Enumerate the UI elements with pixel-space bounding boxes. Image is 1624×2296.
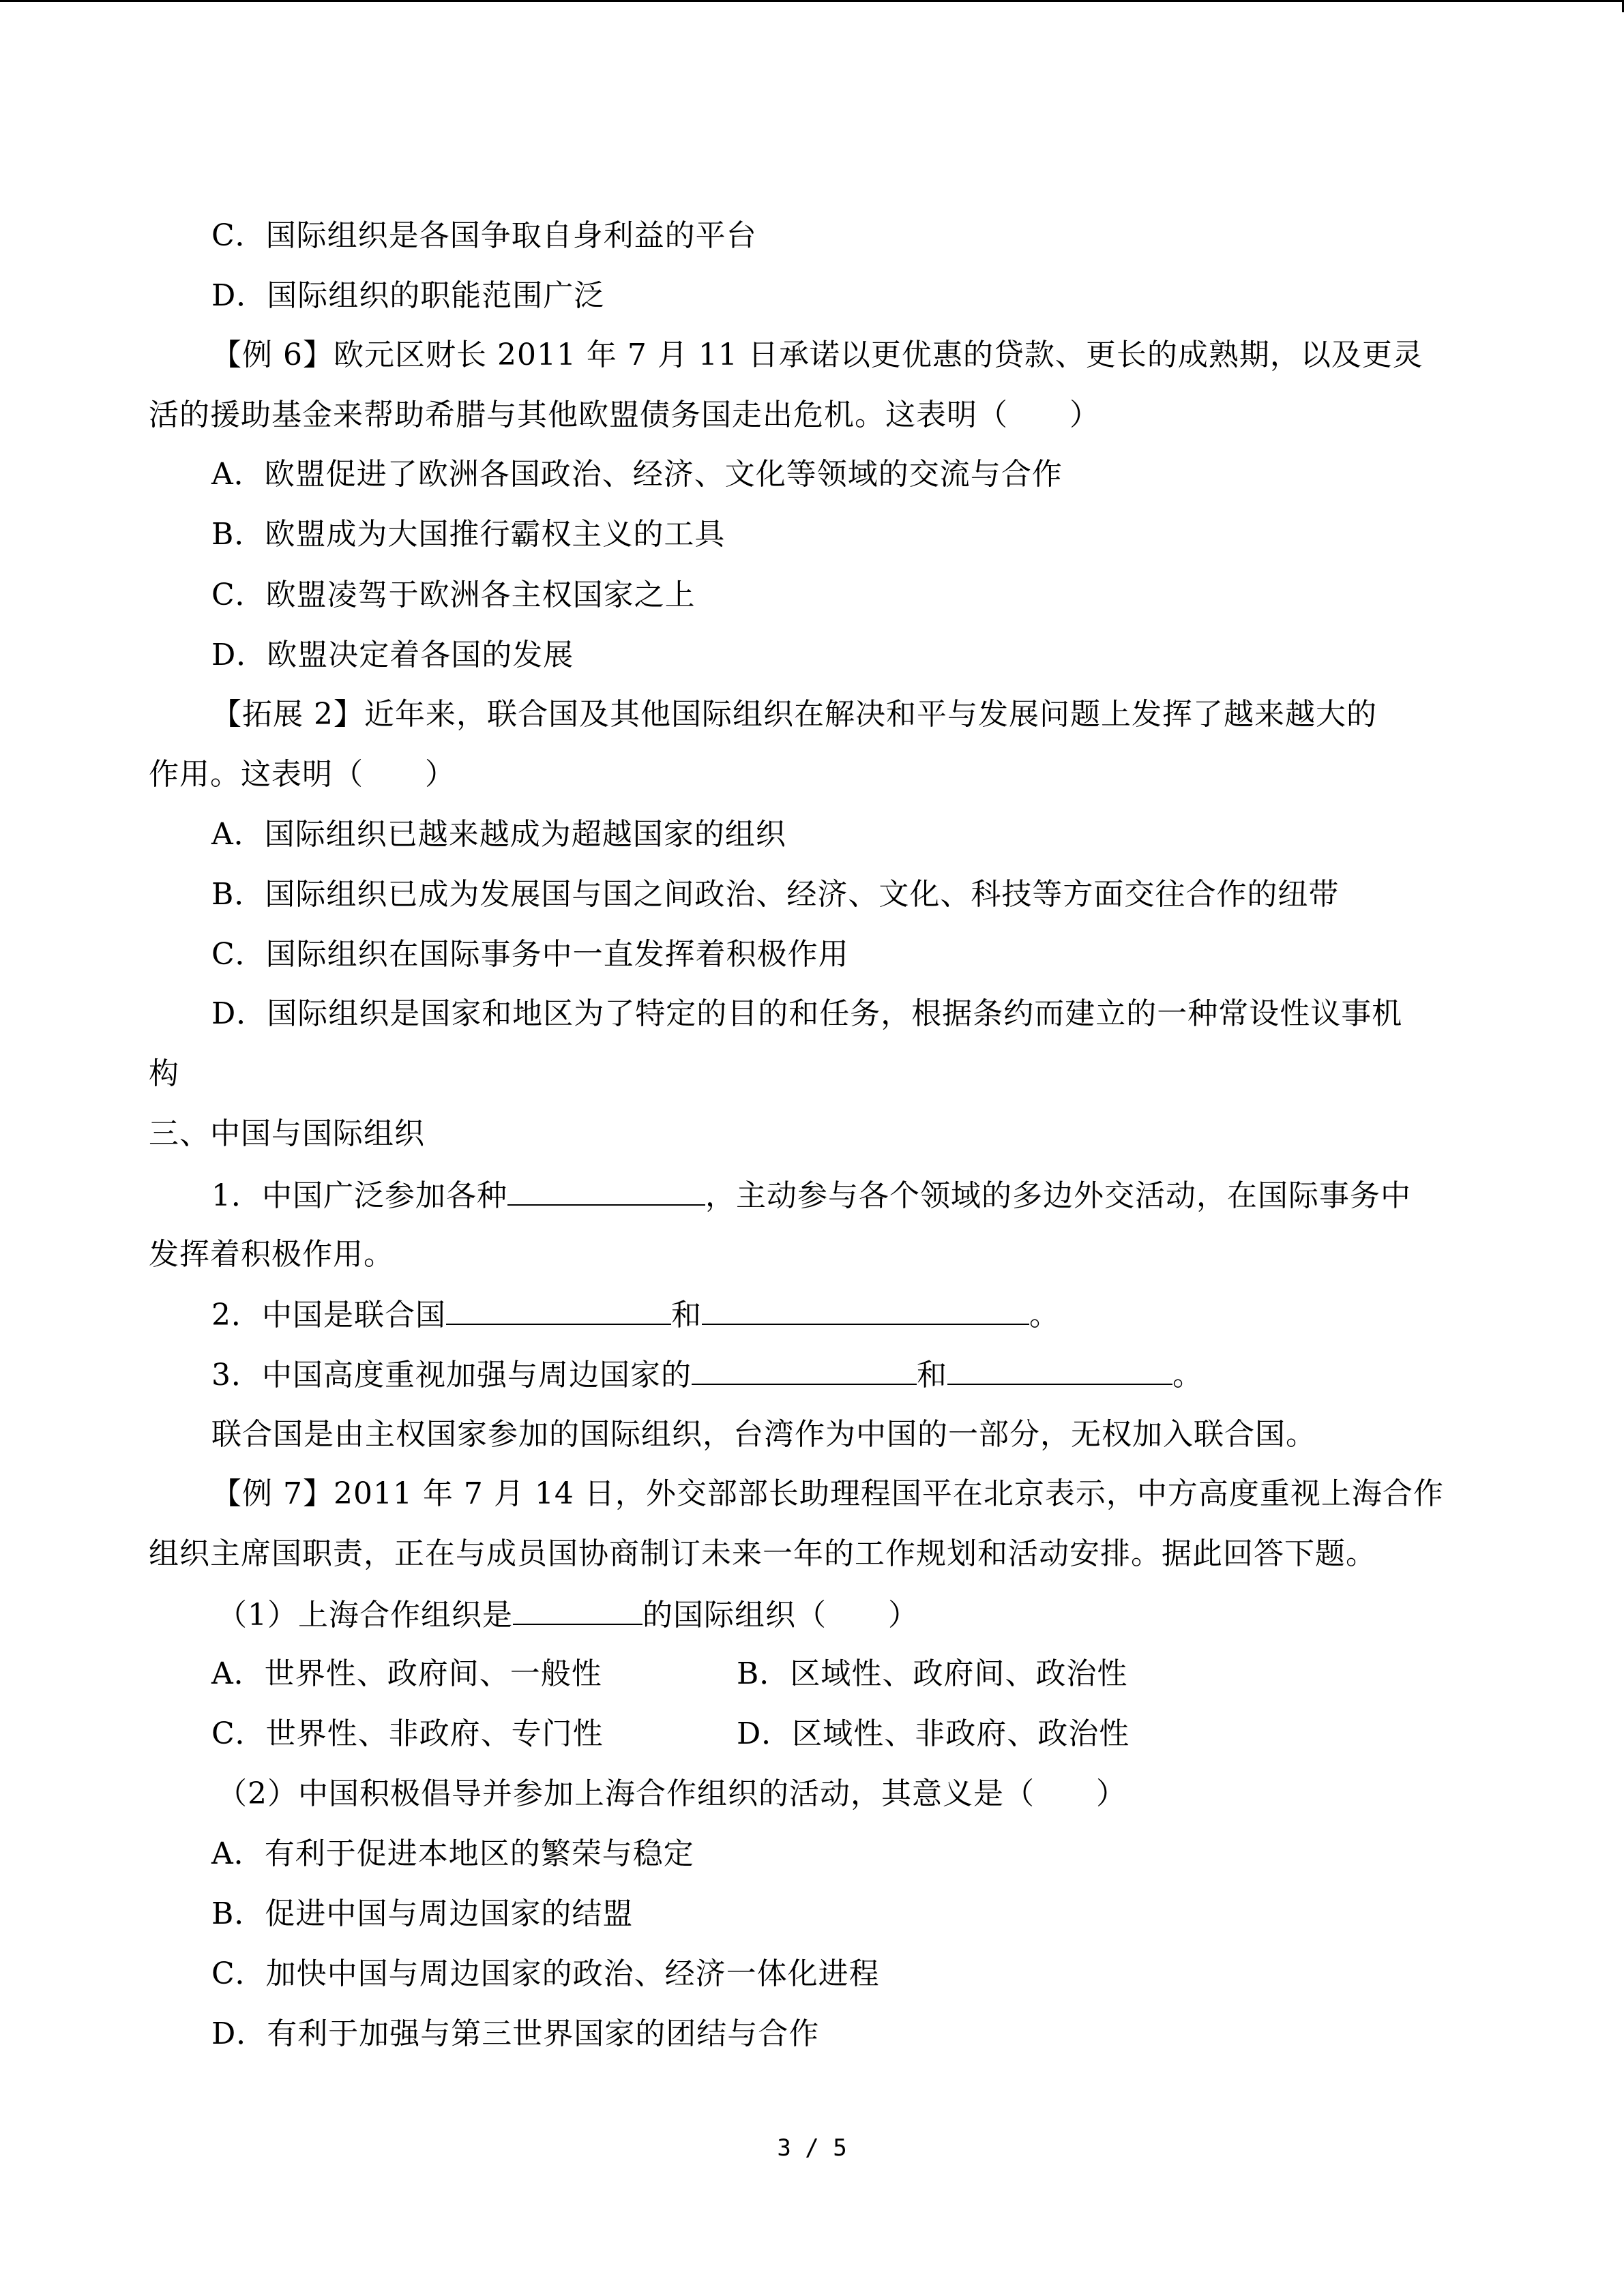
answer-blank[interactable] xyxy=(513,1594,643,1625)
example-7-stem: 【例 7】2011 年 7 月 14 日，外交部部长助理程国平在北京表示，中方高度重视上海合作 xyxy=(211,1476,1444,1511)
fill-item-2-text: 2．中国是联合国 xyxy=(211,1298,446,1332)
answer-blank[interactable] xyxy=(947,1354,1172,1385)
extension-2-stem-cont: 作用。这表明（ ） xyxy=(149,757,456,792)
option-a: A．国际组织已越来越成为超越国家的组织 xyxy=(211,817,786,852)
fill-item-1 xyxy=(211,1174,1411,1215)
fill-item-3 xyxy=(211,1354,1203,1395)
sub-question-1-text: （1）上海合作组织是 xyxy=(217,1598,513,1632)
fill-item-3-and: 和 xyxy=(917,1358,947,1392)
option-d-cont: 构 xyxy=(149,1056,179,1091)
fill-item-3-text: 3．中国高度重视加强与周边国家的 xyxy=(211,1358,692,1392)
sub-question-1 xyxy=(217,1594,919,1635)
answer-blank[interactable] xyxy=(446,1294,671,1325)
option-d: D．国际组织的职能范围广泛 xyxy=(211,278,605,313)
fill-item-1-cont: 发挥着积极作用。 xyxy=(149,1237,394,1272)
example-6-stem: 【例 6】欧元区财长 2011 年 7 月 11 日承诺以更优惠的贷款、更长的成熟期，以及更灵 xyxy=(211,338,1423,372)
option-b: B．国际组织已成为发展国与国之间政治、经济、文化、科技等方面交往合作的纽带 xyxy=(211,877,1340,912)
option-b: B．促进中国与周边国家的结盟 xyxy=(211,1896,634,1931)
option-d: D．区域性、非政府、政治性 xyxy=(737,1716,1130,1751)
fill-item-1-text: 1．中国广泛参加各种 xyxy=(211,1178,507,1213)
section-heading: 三、中国与国际组织 xyxy=(149,1116,425,1151)
option-a: A．有利于促进本地区的繁荣与稳定 xyxy=(211,1836,694,1871)
option-a: A．欧盟促进了欧洲各国政治、经济、文化等领域的交流与合作 xyxy=(211,457,1063,492)
example-6-stem-cont: 活的援助基金来帮助希腊与其他欧盟债务国走出危机。这表明（ ） xyxy=(149,398,1100,432)
option-a: A．世界性、政府间、一般性 xyxy=(211,1656,602,1691)
fill-item-1-text-cont: ，主动参与各个领域的多边外交活动，在国际事务中 xyxy=(705,1178,1411,1213)
option-d: D．欧盟决定着各国的发展 xyxy=(211,638,574,672)
option-c: C．国际组织是各国争取自身利益的平台 xyxy=(211,218,757,253)
option-c: C．世界性、非政府、专门性 xyxy=(211,1716,604,1751)
option-b: B．区域性、政府间、政治性 xyxy=(737,1656,1128,1691)
example-7-stem-cont: 组织主席国职责，正在与成员国协商制订未来一年的工作规划和活动安排。据此回答下题。 xyxy=(149,1536,1376,1571)
option-d: D．国际组织是国家和地区为了特定的目的和任务，根据条约而建立的一种常设性议事机 xyxy=(211,996,1403,1031)
fill-item-3-end: 。 xyxy=(1172,1358,1203,1392)
answer-blank[interactable] xyxy=(507,1174,705,1206)
option-c: C．国际组织在国际事务中一直发挥着积极作用 xyxy=(211,937,849,972)
fill-item-2-and: 和 xyxy=(671,1298,702,1332)
fill-item-2-end: 。 xyxy=(1029,1298,1060,1332)
fill-item-2 xyxy=(211,1294,1060,1335)
answer-blank[interactable] xyxy=(692,1354,917,1385)
extension-2-stem: 【拓展 2】近年来，联合国及其他国际组织在解决和平与发展问题上发挥了越来越大的 xyxy=(211,697,1377,732)
sub-question-2: （2）中国积极倡导并参加上海合作组织的活动，其意义是（ ） xyxy=(217,1776,1127,1811)
page-number: 3 / 5 xyxy=(777,2134,847,2162)
option-c: C．加快中国与周边国家的政治、经济一体化进程 xyxy=(211,1956,880,1991)
option-b: B．欧盟成为大国推行霸权主义的工具 xyxy=(211,517,726,552)
option-d: D．有利于加强与第三世界国家的团结与合作 xyxy=(211,2016,820,2051)
answer-blank[interactable] xyxy=(702,1294,1029,1325)
note-text: 联合国是由主权国家参加的国际组织，台湾作为中国的一部分，无权加入联合国。 xyxy=(211,1417,1316,1452)
sub-question-1-text-cont: 的国际组织（ ） xyxy=(643,1598,919,1632)
option-c: C．欧盟凌驾于欧洲各主权国家之上 xyxy=(211,578,696,612)
